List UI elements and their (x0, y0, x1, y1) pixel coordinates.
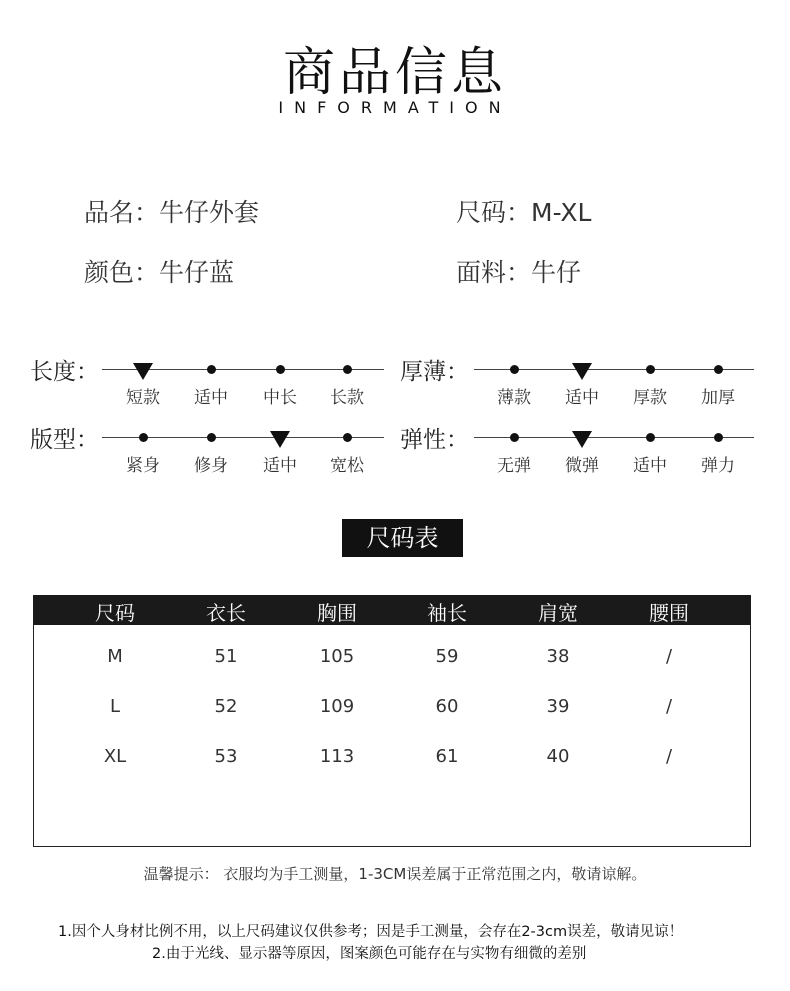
scale-option-label: 宽松 (330, 456, 364, 476)
table-cell: 53 (214, 746, 238, 767)
table-cell: / (665, 746, 673, 767)
table-header-cell: 袖长 (427, 601, 467, 625)
scale-selected-marker (572, 431, 592, 448)
footnote-2: 2.由于光线、显示器等原因，图案颜色可能存在与实物有细微的差别 (152, 946, 587, 962)
scale-dot (207, 365, 216, 374)
table-cell: 39 (546, 696, 570, 717)
table-cell: 109 (319, 696, 355, 717)
table-cell: / (665, 646, 673, 667)
scale-dot (510, 433, 519, 442)
scale-dot (646, 365, 655, 374)
table-header-cell: 胸围 (317, 601, 357, 625)
scale-option-label: 长款 (330, 388, 364, 408)
table-cell: XL (103, 746, 127, 767)
scale-label-fit: 版型： (30, 427, 99, 453)
scale-dot (714, 365, 723, 374)
scale-dot (207, 433, 216, 442)
scale-option-label: 无弹 (497, 456, 531, 476)
scale-option-label: 紧身 (126, 456, 160, 476)
scale-option-label: 适中 (263, 456, 297, 476)
scale-selected-marker (572, 363, 592, 380)
scale-option-label: 适中 (194, 388, 228, 408)
product-color: 颜色：牛仔蓝 (84, 258, 235, 287)
scale-option-label: 弹力 (701, 456, 735, 476)
table-cell: / (665, 696, 673, 717)
scale-option-label: 厚款 (633, 388, 667, 408)
table-header-cell: 腰围 (649, 601, 689, 625)
table-cell: 59 (435, 646, 459, 667)
size-chart-title: 尺码表 (342, 519, 463, 557)
table-cell: M (107, 646, 123, 667)
table-header-cell: 肩宽 (538, 601, 578, 625)
footnote-1: 1.因个人身材比例不用，以上尺码建议仅供参考；因是手工测量，会存在2-3cm误差，敬请见谅！ (58, 924, 684, 940)
scale-option-label: 修身 (194, 456, 228, 476)
size-table (33, 595, 751, 847)
product-size-range: 尺码：M-XL (456, 198, 592, 227)
scale-selected-marker (133, 363, 153, 380)
scale-option-label: 加厚 (701, 388, 735, 408)
product-fabric: 面料：牛仔 (456, 258, 582, 287)
page-subtitle: INFORMATION (278, 98, 512, 117)
scale-dot (714, 433, 723, 442)
measurement-tip: 温馨提示： 衣服均为手工测量，1-3CM误差属于正常范围之内，敬请谅解。 (143, 865, 647, 883)
product-name: 品名：牛仔外套 (84, 198, 260, 227)
scale-dot (343, 365, 352, 374)
table-cell: 113 (319, 746, 355, 767)
scale-label-elasticity: 弹性： (400, 427, 469, 453)
table-cell: 40 (546, 746, 570, 767)
table-cell: 38 (546, 646, 570, 667)
table-cell: 105 (319, 646, 355, 667)
scale-selected-marker (270, 431, 290, 448)
scale-option-label: 短款 (126, 388, 160, 408)
table-cell: 61 (435, 746, 459, 767)
scale-dot (510, 365, 519, 374)
scale-dot (139, 433, 148, 442)
scale-option-label: 薄款 (497, 388, 531, 408)
table-cell: 52 (214, 696, 238, 717)
table-cell: 60 (435, 696, 459, 717)
table-header-cell: 尺码 (95, 601, 135, 625)
scale-label-length: 长度： (30, 359, 99, 385)
scale-option-label: 中长 (263, 388, 297, 408)
table-header-cell: 衣长 (206, 601, 246, 625)
scale-dot (646, 433, 655, 442)
scale-option-label: 微弹 (565, 456, 599, 476)
scale-option-label: 适中 (633, 456, 667, 476)
scale-dot (343, 433, 352, 442)
table-cell: 51 (214, 646, 238, 667)
scale-label-thickness: 厚薄： (400, 359, 469, 385)
scale-option-label: 适中 (565, 388, 599, 408)
page-title: 商品信息 (282, 43, 507, 103)
table-cell: L (109, 696, 121, 717)
scale-dot (276, 365, 285, 374)
